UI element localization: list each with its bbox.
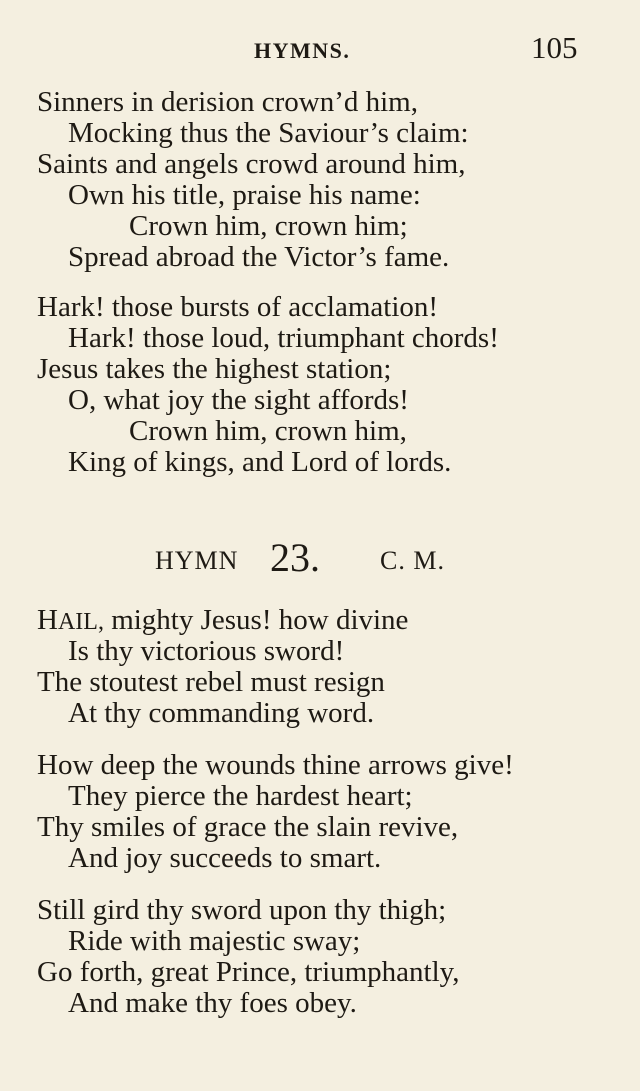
verse-line: Crown him, crown him; <box>129 210 408 242</box>
initial-letter: H <box>37 604 58 636</box>
verse-line: King of kings, and Lord of lords. <box>68 446 452 478</box>
verse-line: Hark! those bursts of acclamation! <box>37 291 439 323</box>
page-number: 105 <box>531 30 578 65</box>
verse-line: Saints and angels crowd around him, <box>37 148 466 180</box>
verse-line: Is thy victorious sword! <box>68 635 345 667</box>
hymn-label: HYMN <box>155 546 239 575</box>
first-line-rest: mighty Jesus! how divine <box>103 604 409 636</box>
verse-line: The stoutest rebel must resign <box>37 666 385 698</box>
verse-line: Go forth, great Prince, triumphantly, <box>37 956 460 988</box>
verse-line: Spread abroad the Victor’s fame. <box>68 241 450 273</box>
hymn-number: 23. <box>270 535 320 580</box>
verse-line: Jesus takes the highest station; <box>37 353 392 385</box>
running-head <box>0 30 640 70</box>
verse-line: Crown him, crown him, <box>129 415 407 447</box>
verse-line: Sinners in derision crown’d him, <box>37 86 418 118</box>
verse-line-first <box>37 604 408 638</box>
hymn-meter: C. M. <box>380 546 445 575</box>
verse-line: Thy smiles of grace the slain revive, <box>37 811 459 843</box>
verse-line: O, what joy the sight affords! <box>68 384 409 416</box>
running-title: HYMNS. <box>254 38 351 63</box>
verse-line: Hark! those loud, triumphant chords! <box>68 322 499 354</box>
verse-line: Mocking thus the Saviour’s claim: <box>68 117 469 149</box>
first-word-rest: AIL, <box>57 609 104 635</box>
verse-line: At thy commanding word. <box>68 697 375 729</box>
verse-line: Still gird thy sword upon thy thigh; <box>37 894 447 926</box>
verse-line: Ride with majestic sway; <box>68 925 361 957</box>
verse-line: Own his title, praise his name: <box>68 179 421 211</box>
verse-line: And make thy foes obey. <box>68 987 357 1019</box>
verse-line: How deep the wounds thine arrows give! <box>37 749 514 781</box>
verse-line: They pierce the hardest heart; <box>68 780 413 812</box>
verse-line: And joy succeeds to smart. <box>68 842 382 874</box>
hymn-heading <box>0 532 640 582</box>
